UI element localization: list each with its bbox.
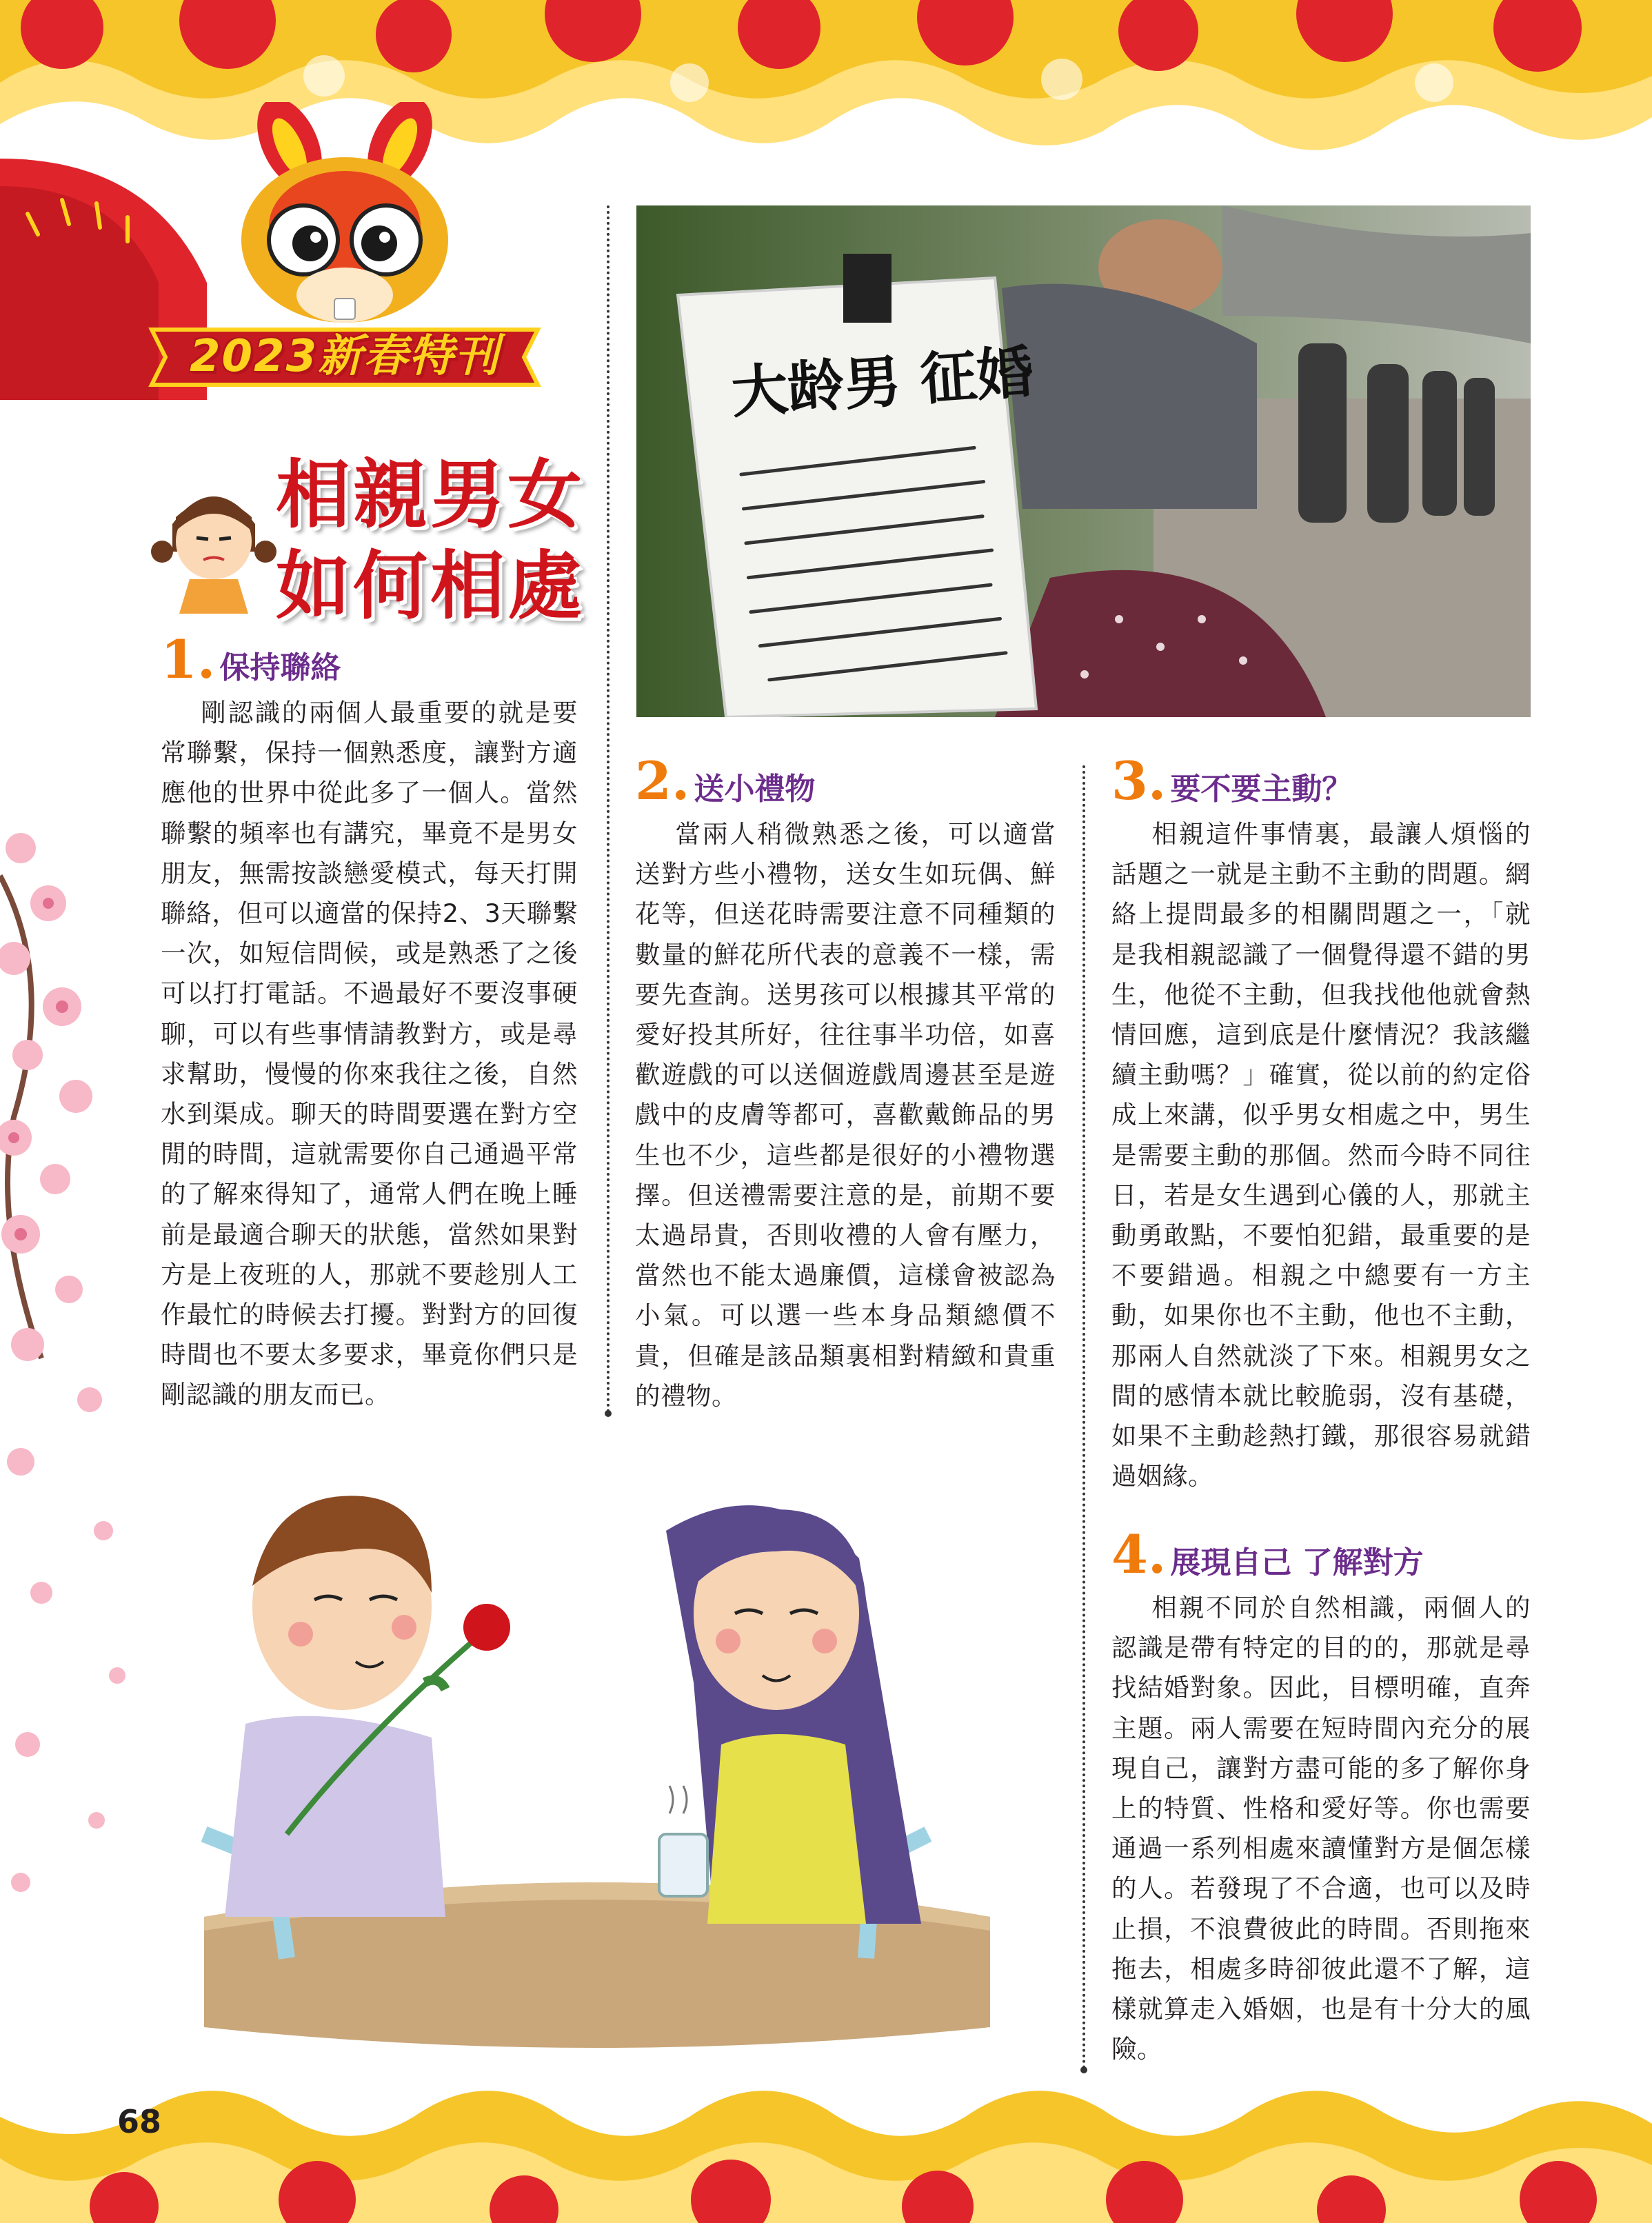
section-number: 2.: [635, 750, 690, 812]
article-title-line1: 相親男女: [276, 452, 585, 539]
matchmaking-photo: [636, 205, 1531, 717]
bottom-cloud-border: [0, 2069, 1652, 2223]
cherry-blossom-decoration: [0, 807, 152, 1924]
photo-image: [636, 205, 1531, 717]
banner-text: [165, 325, 524, 388]
article-title-line2: 如何相處: [276, 543, 585, 630]
section-heading: [1111, 750, 1531, 812]
section-heading: [1111, 1524, 1531, 1585]
article-title: [276, 450, 593, 632]
rabbit-lion-mascot-icon: [207, 102, 483, 330]
section-1: [161, 629, 578, 1416]
sign-title: 大龄男 征婚: [729, 339, 1036, 426]
banner-label: 新春特刊: [318, 331, 501, 382]
section-body: 相親這件事情裏，最讓人煩惱的話題之一就是主動不主動的問題。網絡上提問最多的相關問題之一，「就是我相親認識了一個覺得還不錯的男生，他從不主動，但我找他他就會熱情回應，這到底是什麼情況？我該繼續主動嗎？」確實，從以前的約定俗成上來講，似乎男女相處之中，男生是需要主動的那個。然而今時不同往日，若是女生遇到心儀的人，那就主動勇敢點，不要怕犯錯，最重要的是不要錯過。相親之中總要有一方主動，如果你也不主動，他也不主動，那兩人自然就淡了下來。相親男女之間的感情本就比較脆弱，沒有基礎，如果不主動趁熱打鐵，那很容易就錯過姻緣。: [1111, 819, 1531, 1491]
section-3: [1111, 750, 1531, 1496]
section-number: 4.: [1111, 1524, 1167, 1585]
section-4: [1111, 1524, 1531, 2069]
divider-end-dot: [605, 1410, 612, 1417]
banner-year: 2023: [189, 331, 319, 382]
section-body: 剛認識的兩個人最重要的就是要常聯繫，保持一個熟悉度，讓對方適應他的世界中從此多了一個人。當然聯繫的頻率也有講究，畢竟不是男女朋友，無需按談戀愛模式，每天打開聯絡，但可以適當的保持2、3天聯繫一次，如短信問候，或是熟悉了之後可以打打電話。不過最好不要沒事硬聊，可以有些事情請教對方，或是尋求幫助，慢慢的你來我往之後，自然水到渠成。聊天的時間要選在對方空閒的時間，這就需要你自己通過平常的了解來得知了，通常人們在晚上睡前是最適合聊天的狀態，當然如果對方是上夜班的人，那就不要趁別人工作最忙的時候去打擾。對對方的回復時間也不要太多要求，畢竟你們只是剛認識的朋友而已。: [161, 698, 578, 1410]
section-number: 1.: [161, 629, 216, 690]
section-body: 相親不同於自然相識，兩個人的認識是帶有特定的目的的，那就是尋找結婚對象。因此，目標明確，直奔主題。兩人需要在短時間內充分的展現自己，讓對方盡可能的多了解你身上的特質、性格和愛好等。你也需要通過一系列相處來讀懂對方是個怎樣的人。若發現了不合適，也可以及時止損，不浪費彼此的時間。否則拖來拖去，相處多時卻彼此還不了解，這樣就算走入婚姻，也是有十分大的風險。: [1111, 1593, 1531, 2064]
issue-banner: [138, 316, 552, 399]
column-divider-1: [607, 205, 610, 1414]
girl-cartoon-icon: [145, 476, 283, 614]
section-heading: [635, 750, 1056, 812]
section-title: 展現自己 了解對方: [1170, 1545, 1424, 1580]
section-2: [635, 750, 1056, 1416]
section-title: 保持聯絡: [219, 650, 341, 685]
section-heading: [161, 629, 578, 690]
couple-cartoon-illustration: [183, 1476, 1007, 2062]
section-number: 3.: [1111, 750, 1167, 812]
section-title: 要不要主動？: [1170, 772, 1353, 807]
section-body: 當兩人稍微熟悉之後，可以適當送對方些小禮物，送女生如玩偶、鮮花等，但送花時需要注意不同種類的數量的鮮花所代表的意義不一樣，需要先查詢。送男孩可以根據其平常的愛好投其所好，往往事半功倍，如喜歡遊戲的可以送個遊戲周邊甚至是遊戲中的皮膚等都可，喜歡戴飾品的男生也不少，這些都是很好的小禮物選擇。但送禮需要注意的是，前期不要太過昂貴，否則收禮的人會有壓力，當然也不能太過廉價，這樣會被認為小氣。可以選一些本身品類總價不貴，但確是該品類裏相對精緻和貴重的禮物。: [635, 819, 1056, 1411]
page-number: 68: [117, 2103, 162, 2140]
section-title: 送小禮物: [694, 772, 816, 807]
column-divider-2: [1082, 765, 1085, 2070]
